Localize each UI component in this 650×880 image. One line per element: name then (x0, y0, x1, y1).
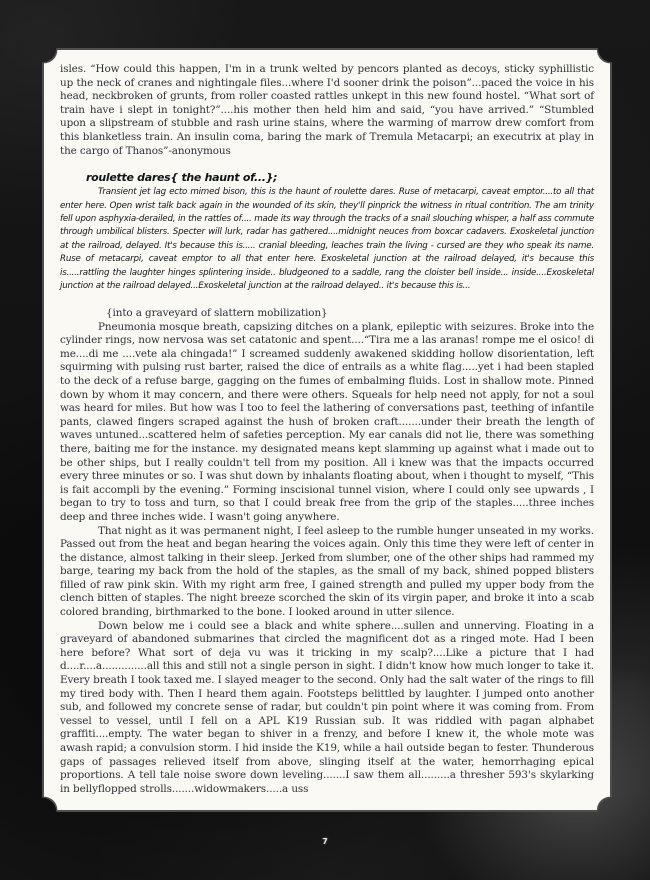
page-surface (44, 50, 610, 810)
page-number: 7 (322, 837, 328, 846)
paragraph-down-below: Down below me i could see a black and white sphere....sullen and unnerving. Floating in a graveyard of abandoned submarines that circled the magnificent dot as a ringed mote. Had I been here before? What sort of deja vu was it tricking in my scalp?....Like a picture that I had d....r....a..............all this and still not a single person in sight. I didn't know how much longer to take it. Every breath I took taxed me. I slayed meager to the second. Only had the salt water of the rings to fill my tired body with. Then I heard them again. Footsteps belittled by laughter. I jumped onto another sub, and followed my concrete sense of radar, but couldn't pin point where it was coming from. From vessel to vessel, until I fell on a APL K19 Russian sub. It was riddled with pagan alphabet graffiti....empty. The water began to shiver in a frenzy, and before I knew it, the whole mote was awash rapid; a convulsion storm. I hid inside the K19, while a hail outside began to fester. Thunderous gaps of passages relieved itself from above, slinging itself at the water, hemorrhaging epical proportions. A tell tale noise swore down leveling.......I saw them all.........a thresher 593's skylarking in bellyflopped strolls.......widowmakers.....a uss (60, 619, 594, 795)
document-page (42, 48, 612, 812)
paragraph-opening: isles. “How could this happen, I'm in a trunk welted by pencors planted as decoys, sticky syphillistic up the neck of cranes and nightingale files...where I'd sooner drink the poison”...paced the voice in his head, neckbroken of grunts, from roller coasted rattles unkept in this new found hostel. “What sort of train have i slept in tonight?”....his mother then held him and said, “you have arrived.” “Stumbled upon a slipstream of stubble and rash urine stains, where the warming of marrow drew comfort from this blanketless train. An insulin coma, baring the mark of Tremula Metacarpi; an executrix at play in the cargo of Thanos”-anonymous (60, 63, 594, 157)
paragraph-pneumonia: Pneumonia mosque breath, capsizing ditches on a plank, epileptic with seizures. Broke into the cylinder rings, now nervosa was set catatonic and spent....“Tira me a las aranas! rompe me el osico! di me....di me ....vete ala chingada!” I screamed suddenly awakened skidding hollow disorientation, left squirming with pulsing rust barter, raised the dice of entrails as a white flag.....yet i had been stapled to the deck of a refuse barge, gagging on the fumes of embalming fluids. Lost in shallow mote. Pinned down by whom it may concern, and there were others. Squeals for help need not apply, for not a soul was heard for miles. But how was I too to feel the lathering of conversations past, teething of infantile pants, clawed fingers scraped against the hush of broken craft.......under their breath the length of waves untuned...scattered helm of safeties perception. My ear canals did not lie, there was something there, baiting me for the instance. my designated means kept slamming up against what i made out to be other ships, but I really couldn't tell from my position. All i knew was that the impacts occurred every three minutes or so. I was shut down by inhalants floating about, when i thought to myself, “This is fait accompli by the evening.” Forming inscisional tunnel vision, where I could only see upwards , I began to try to toss and turn, so that I could break free from the grip of the staples.....three inches deep and three inches wide. I wasn't going anywhere. (60, 320, 594, 523)
section-subheading: {into a graveyard of slattern mobilization} (106, 307, 328, 319)
paragraph-that-night: That night as it was permanent night, I feel asleep to the rumble hunger unseated in my works. Passed out from the heat and began hearing the voices again. Only this time they were left of center in the distance, almost talking in their sleep. Jerked from slumber, one of the other ships had rammed my barge, tearing my back from the hold of the staples, as the small of my back, shined popped blisters filled of raw pink skin. With my right arm free, I gained strength and pulled my upper body from the clench bitten of staples. The night breeze scorched the skin of its virgin paper, and broke it into a scab colored branding, birthmarked to the bone. I looked around in utter silence. (60, 524, 594, 619)
lyrics-italic-block: Transient jet lag ecto mimed bison, this is the haunt of roulette dares. Ruse of metacarpi, caveat emptor....to all that enter here. Open wrist talk back again in the wounded of its skin, they'll pinprick the witness in ritual contrition. The am trinity fell upon asphyxia-derailed, in the rattles of.... made its way through the tracks of a snail slouching whisper, a half ass commute through umbilical blisters. Specter will lurk, radar has gathered....midnight neuces from boxcar cadavers. Exoskeletal junction at the railroad, delayed. It's because this is..... cranial bleeding, leaches train the living - cursed are they who speak its name. Ruse of metacarpi, caveat emptor to all that enter here. Exoskeletal junction at the railroad delayed, it's because this is.....rattling the laughter hinges splintering inside.. bludgeoned to a saddle, rang the cloister bell inside... inside....Exoskeletal junction at the railroad delayed...Exoskeletal junction at the railroad delayed.. it's because this is... (60, 187, 594, 291)
song-title-heading: roulette dares{ the haunt of...}; (86, 171, 278, 185)
page-text-column (44, 50, 610, 810)
